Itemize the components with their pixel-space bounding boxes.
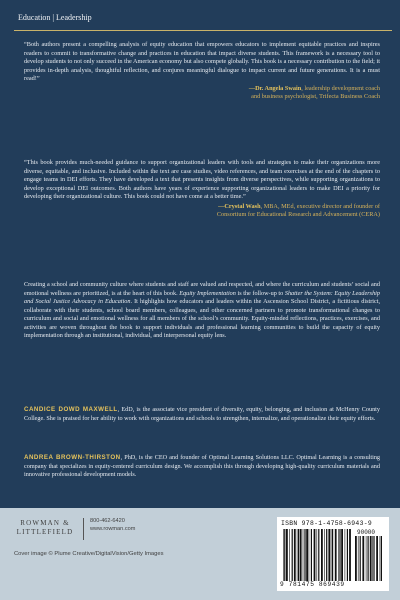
- publisher-logo-line: LITTLEFIELD: [16, 528, 74, 536]
- endorsement-quote: [24, 41, 380, 102]
- author-bio-text: , PhD, is the CEO and founder of Optimal Learning Solutions LLC. Optimal Learning is a consulting company that specializes in equity-centered curriculum design. We accomplish this through developing high-quality curriculum materials and innovative professional development models.: [24, 454, 381, 478]
- endorsement-attribution: [24, 85, 380, 102]
- publisher-divider: [83, 518, 84, 540]
- barcode-digits: 9 781475 869439: [280, 581, 345, 588]
- publisher-logo: [15, 519, 75, 537]
- endorsement-role: and business psychologist, Trifecta Business Coach: [251, 93, 380, 101]
- endorsement-role: , leadership development coach: [301, 84, 380, 92]
- description-text: . It highlights how educators and leaders within the Ascension School District, a fictitious district, collaborate with their students, school board members, colleagues, and other concerned partners to promote transformational changes to curriculum and social and emotional wellness for all members of the school’s community. Equity-minded reflections, practices, exercises, and activities are woven throughout the book to support individuals and professional learning communities to build the capacity of equity implementation through an institutional, individual, and interpersonal equity lens.: [24, 298, 380, 339]
- publisher-contact: [90, 518, 135, 533]
- author-bio: [24, 406, 380, 423]
- publisher-phone: 800-462-6420: [90, 518, 125, 524]
- author-name: CANDICE DOWD MAXWELL: [24, 406, 118, 413]
- addon-barcode-bars: [355, 536, 383, 581]
- description-text: is the follow-up to: [235, 289, 285, 297]
- endorsement-text: “Both authors present a compelling analysis of equity education that empowers educators to implement equitable practices and inspires readers to commit to transformative change and practices in education that impact diverse students. This framework is a necessary tool to develop students to not only succeed in the American economy but also compete globally. This book is a necessary contribution to the field; it provides in-depth analysis, thoughtful reflection, and conjures meaningful dialogue to impact current and future generations. It is a must read!”: [24, 41, 380, 83]
- category-label: Education | Leadership: [18, 13, 92, 22]
- barcode-bars: [283, 529, 353, 581]
- endorsement-role: Consortium for Educational Research and Advancement (CERA): [216, 211, 380, 219]
- book-title: Equity Implementation: [179, 289, 236, 297]
- endorsement-quote: [24, 159, 380, 220]
- author-bio: [24, 454, 380, 480]
- publisher-logo-line: ROWMAN &: [20, 519, 70, 527]
- book-description: [24, 281, 380, 341]
- endorsement-author: —Crystal Wash: [218, 202, 261, 210]
- endorsement-text: “This book provides much-needed guidance to support organizational leaders with tools and strategies to make their organizations more diverse, equitable, and inclusive. Included within the text are case studies, video references, and team exercises at the end of the chapters to engage teams in DEI efforts. They have developed a text that presents insights from diverse perspectives, while supporting organizations to develop exceptional DEI outcomes. Both authors have years of experience supporting organizational leaders to make DEI a priority for developing their organizational culture. This book could not have come at a better time.”: [24, 159, 380, 201]
- author-name: ANDREA BROWN-THIRSTON: [24, 454, 121, 461]
- isbn-barcode: [277, 517, 389, 591]
- publisher-website: www.rowman.com: [90, 525, 136, 532]
- description-text: Creating a school and community culture where students and staff are valued and respected, and where the curriculum and students’ social and emotional wellness are prioritized, is at the heart of this book.: [24, 281, 380, 297]
- endorsement-attribution: [24, 203, 380, 220]
- endorsement-author: —Dr. Angela Swain: [248, 84, 302, 92]
- endorsement-role: , MBA, MEd, executive director and founder of: [260, 202, 380, 210]
- cover-image-credit: Cover image © Plume Creative/DigitalVision/Getty Images: [14, 551, 164, 557]
- top-divider: [14, 30, 392, 31]
- price-addon: 90000: [357, 529, 376, 536]
- isbn-number: ISBN 978-1-4758-6943-9: [281, 520, 372, 527]
- author-bio-text: , EdD, is the associate vice president of diversity, equity, belonging, and inclusion at McHenry County College. She is praised for her ability to work with organizations and schools to strengthen, internalize, and operationalize their equity efforts.: [24, 406, 380, 422]
- previous-book-title: Shatter the System: Equity Leadership and Social Justice Advocacy in Education: [24, 289, 380, 305]
